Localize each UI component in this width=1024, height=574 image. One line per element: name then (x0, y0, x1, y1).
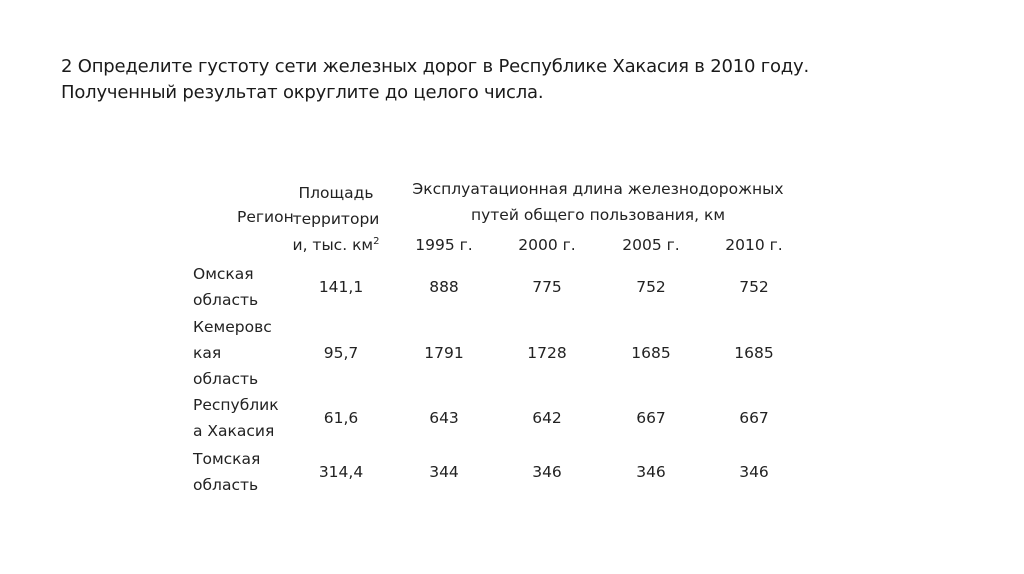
header-area-sup: 2 (373, 236, 380, 247)
header-area-line-2: территори (292, 210, 380, 228)
header-year-2010: 2010 г. (725, 236, 783, 254)
region-line: а Хакасия (193, 422, 275, 440)
header-area-line-3 (292, 232, 379, 258)
header-year-1995: 1995 г. (415, 236, 473, 254)
task-line-2: Полученный результат округлите до целого числа. (61, 82, 544, 103)
table-row-region (193, 261, 258, 313)
table-row-region (193, 446, 260, 498)
table-cell-value: 1685 (734, 344, 774, 362)
table-cell-area: 314,4 (318, 463, 364, 481)
table-cell-value: 346 (739, 463, 769, 481)
table-cell-value: 667 (636, 409, 666, 427)
table-cell-value: 1791 (424, 344, 464, 362)
region-line: кая (193, 344, 222, 362)
table-cell-value: 1685 (631, 344, 671, 362)
table-cell-value: 643 (429, 409, 459, 427)
region-line: Кемеровс (193, 318, 272, 336)
region-line: Омская (193, 265, 254, 283)
header-area-line-3-text: и, тыс. км (292, 236, 374, 254)
table-cell-value: 888 (429, 278, 459, 296)
region-line: Республик (193, 396, 279, 414)
table-cell-value: 752 (636, 278, 666, 296)
header-length-group (412, 176, 783, 228)
region-line: область (193, 370, 259, 388)
table-cell-value: 346 (636, 463, 666, 481)
task-line-1: 2 Определите густоту сети железных дорог в Республике Хакасия в 2010 году. (61, 56, 810, 77)
table-row-region (193, 392, 279, 444)
header-length-line-1: Эксплуатационная длина железнодорожных (412, 180, 784, 198)
table-cell-area: 141,1 (318, 278, 364, 296)
header-area-line-1: Площадь (298, 184, 374, 202)
table-cell-value: 1728 (527, 344, 567, 362)
region-line: область (193, 291, 259, 309)
table-cell-value: 667 (739, 409, 769, 427)
region-line: область (193, 476, 259, 494)
table-cell-area: 61,6 (323, 409, 359, 427)
header-region: Регион (237, 208, 294, 226)
table-cell-value: 346 (532, 463, 562, 481)
header-length-line-2: путей общего пользования, км (470, 206, 726, 224)
header-year-2005: 2005 г. (622, 236, 680, 254)
region-line: Томская (193, 450, 261, 468)
table-cell-value: 642 (532, 409, 562, 427)
table-cell-area: 95,7 (323, 344, 359, 362)
table-cell-value: 344 (429, 463, 459, 481)
table-cell-value: 752 (739, 278, 769, 296)
table-row-region (193, 314, 272, 392)
header-area (292, 180, 379, 258)
header-year-2000: 2000 г. (518, 236, 576, 254)
table-cell-value: 775 (532, 278, 562, 296)
